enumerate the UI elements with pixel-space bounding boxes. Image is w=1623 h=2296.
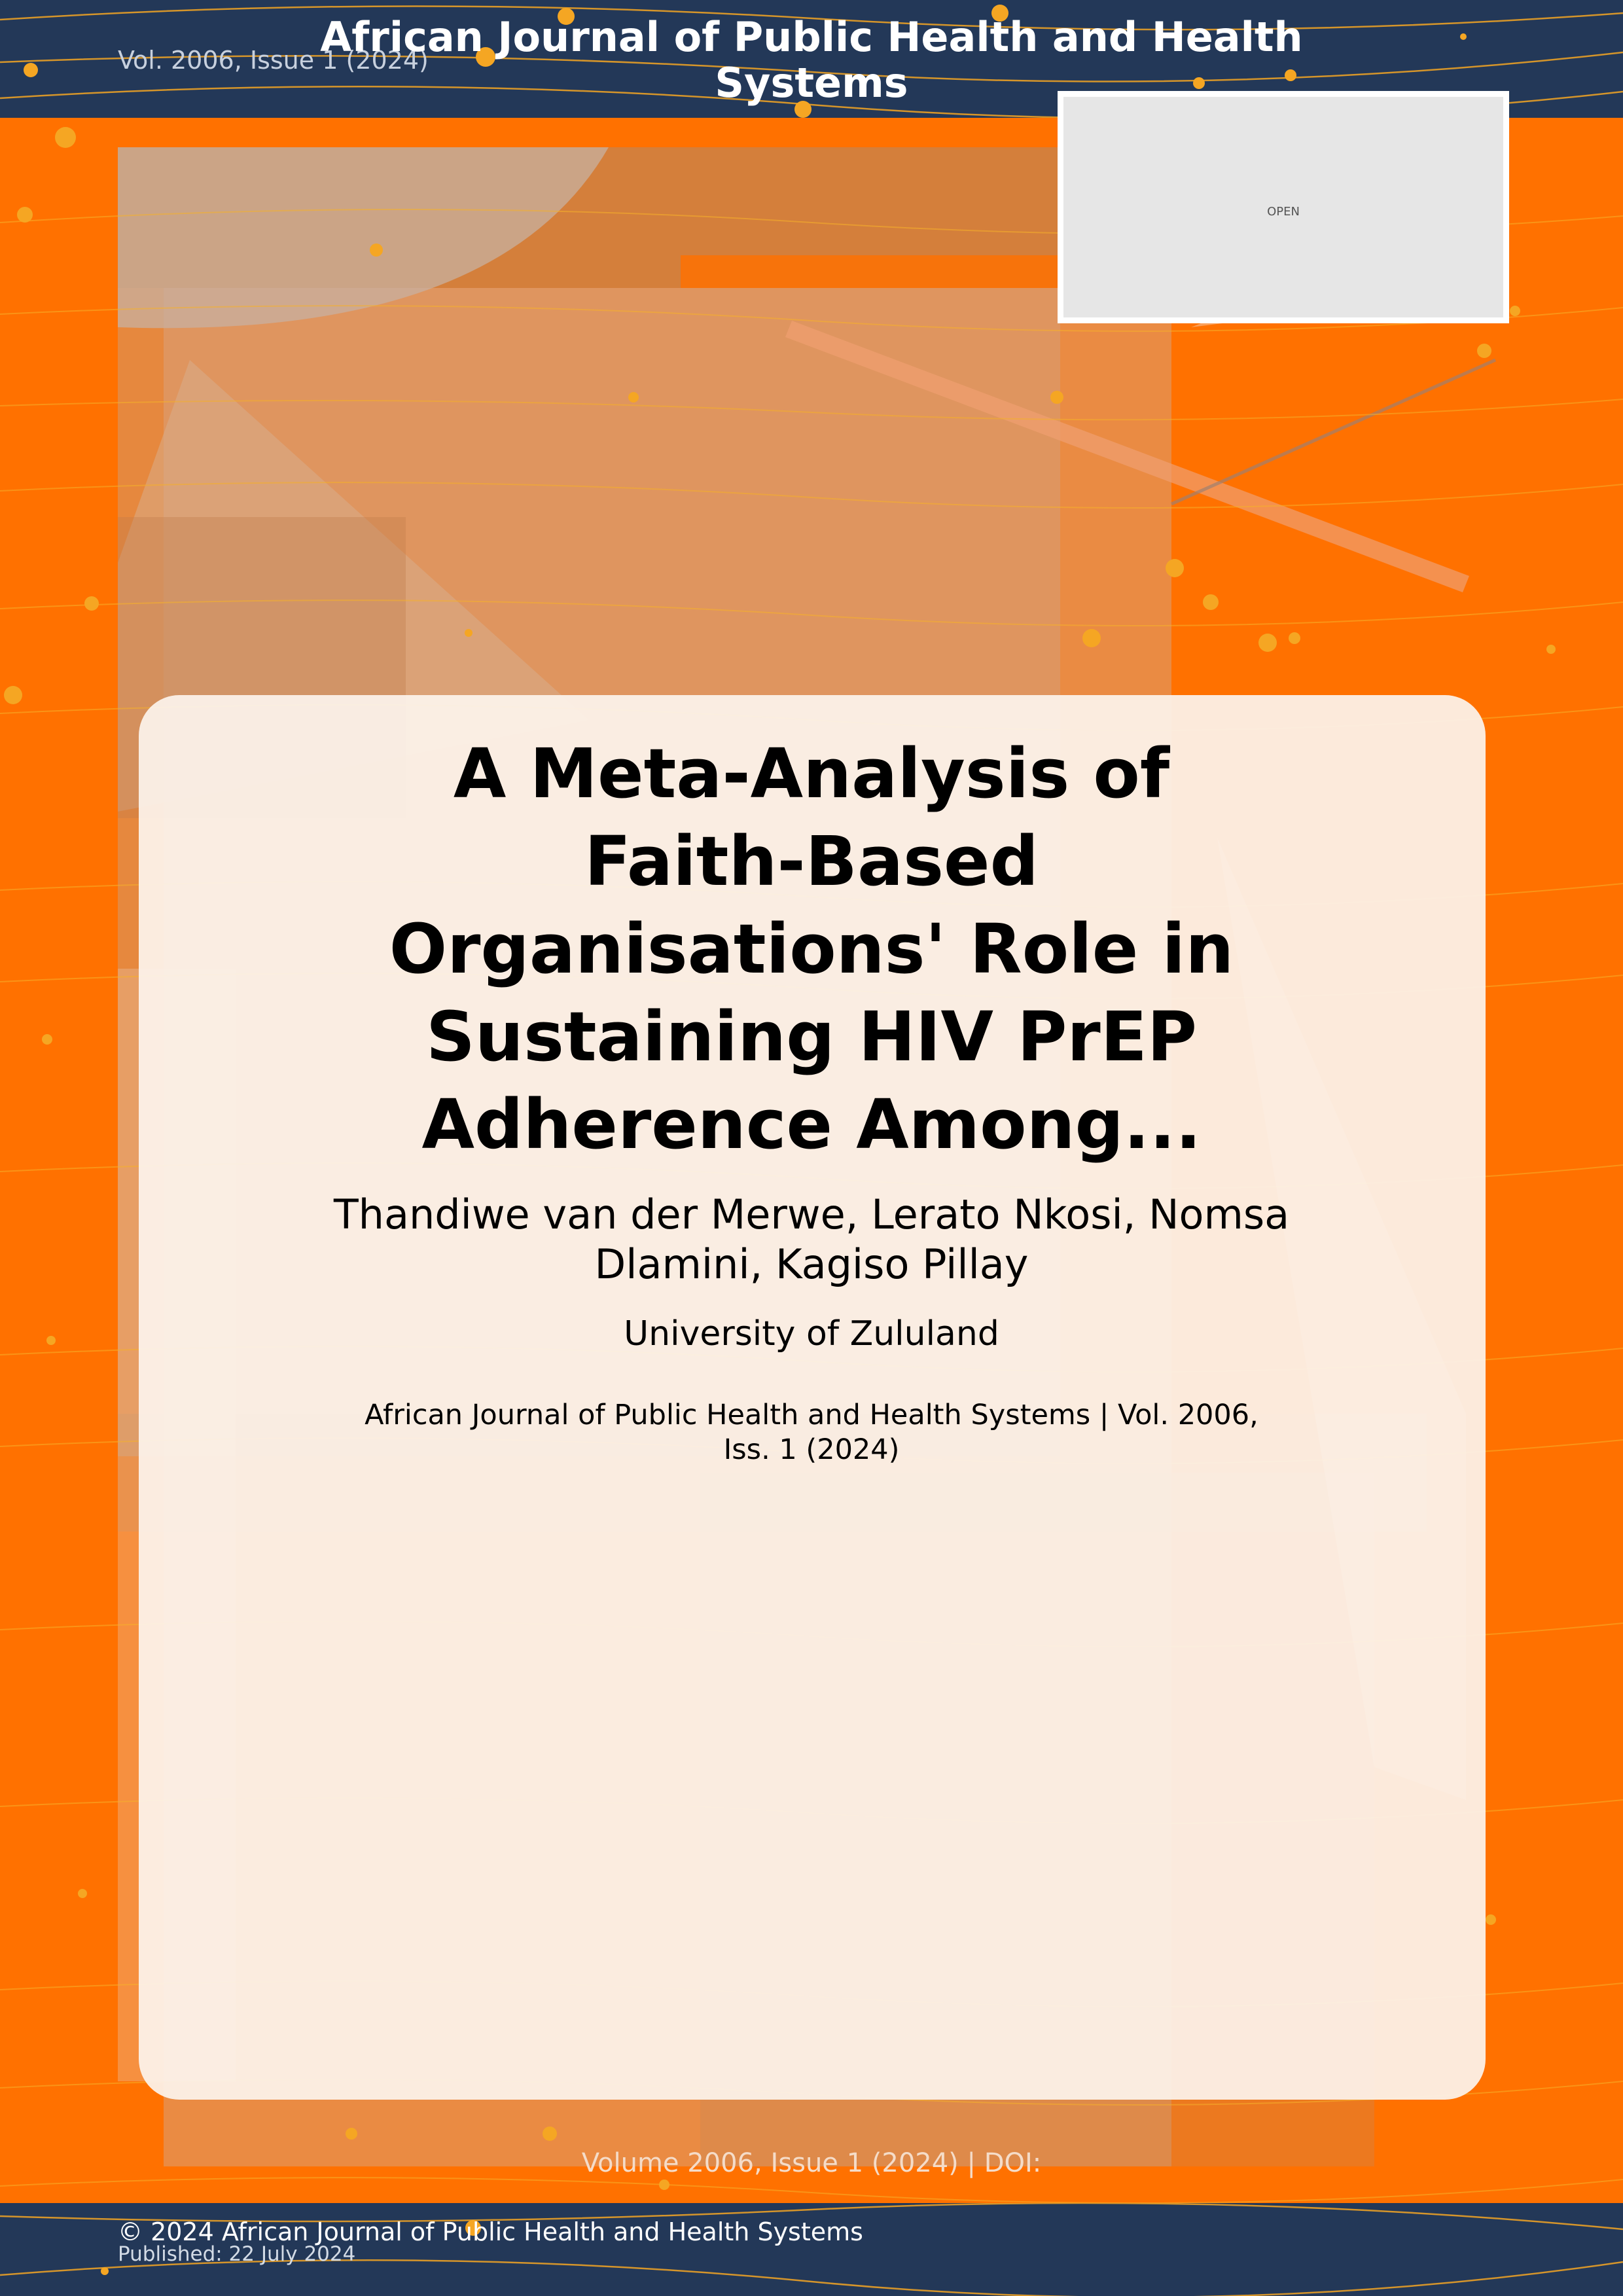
footer-copyright: © 2024 African Journal of Public Health and Health Systems — [118, 2217, 863, 2246]
open-access-label: OPEN — [1267, 205, 1300, 219]
journal-title: African Journal of Public Health and Health Systems — [320, 13, 1303, 107]
footer-published-date: Published: 22 July 2024 — [118, 2242, 356, 2266]
open-access-badge — [1058, 91, 1509, 323]
article-affiliation: University of Zululand — [624, 1314, 999, 1354]
article-authors: Thandiwe van der Merwe, Lerato Nkosi, Nomsa Dlamini, Kagiso Pillay — [333, 1191, 1290, 1288]
article-title: A Meta-Analysis of Faith-Based Organisations' Role in Sustaining HIV PrEP Adherence Among... — [389, 734, 1234, 1164]
volume-doi-line: Volume 2006, Issue 1 (2024) | DOI: — [581, 2148, 1042, 2178]
article-citation: African Journal of Public Health and Health Systems | Vol. 2006, Iss. 1 (2024) — [365, 1399, 1258, 1466]
header-volume-issue: Vol. 2006, Issue 1 (2024) — [118, 46, 429, 75]
